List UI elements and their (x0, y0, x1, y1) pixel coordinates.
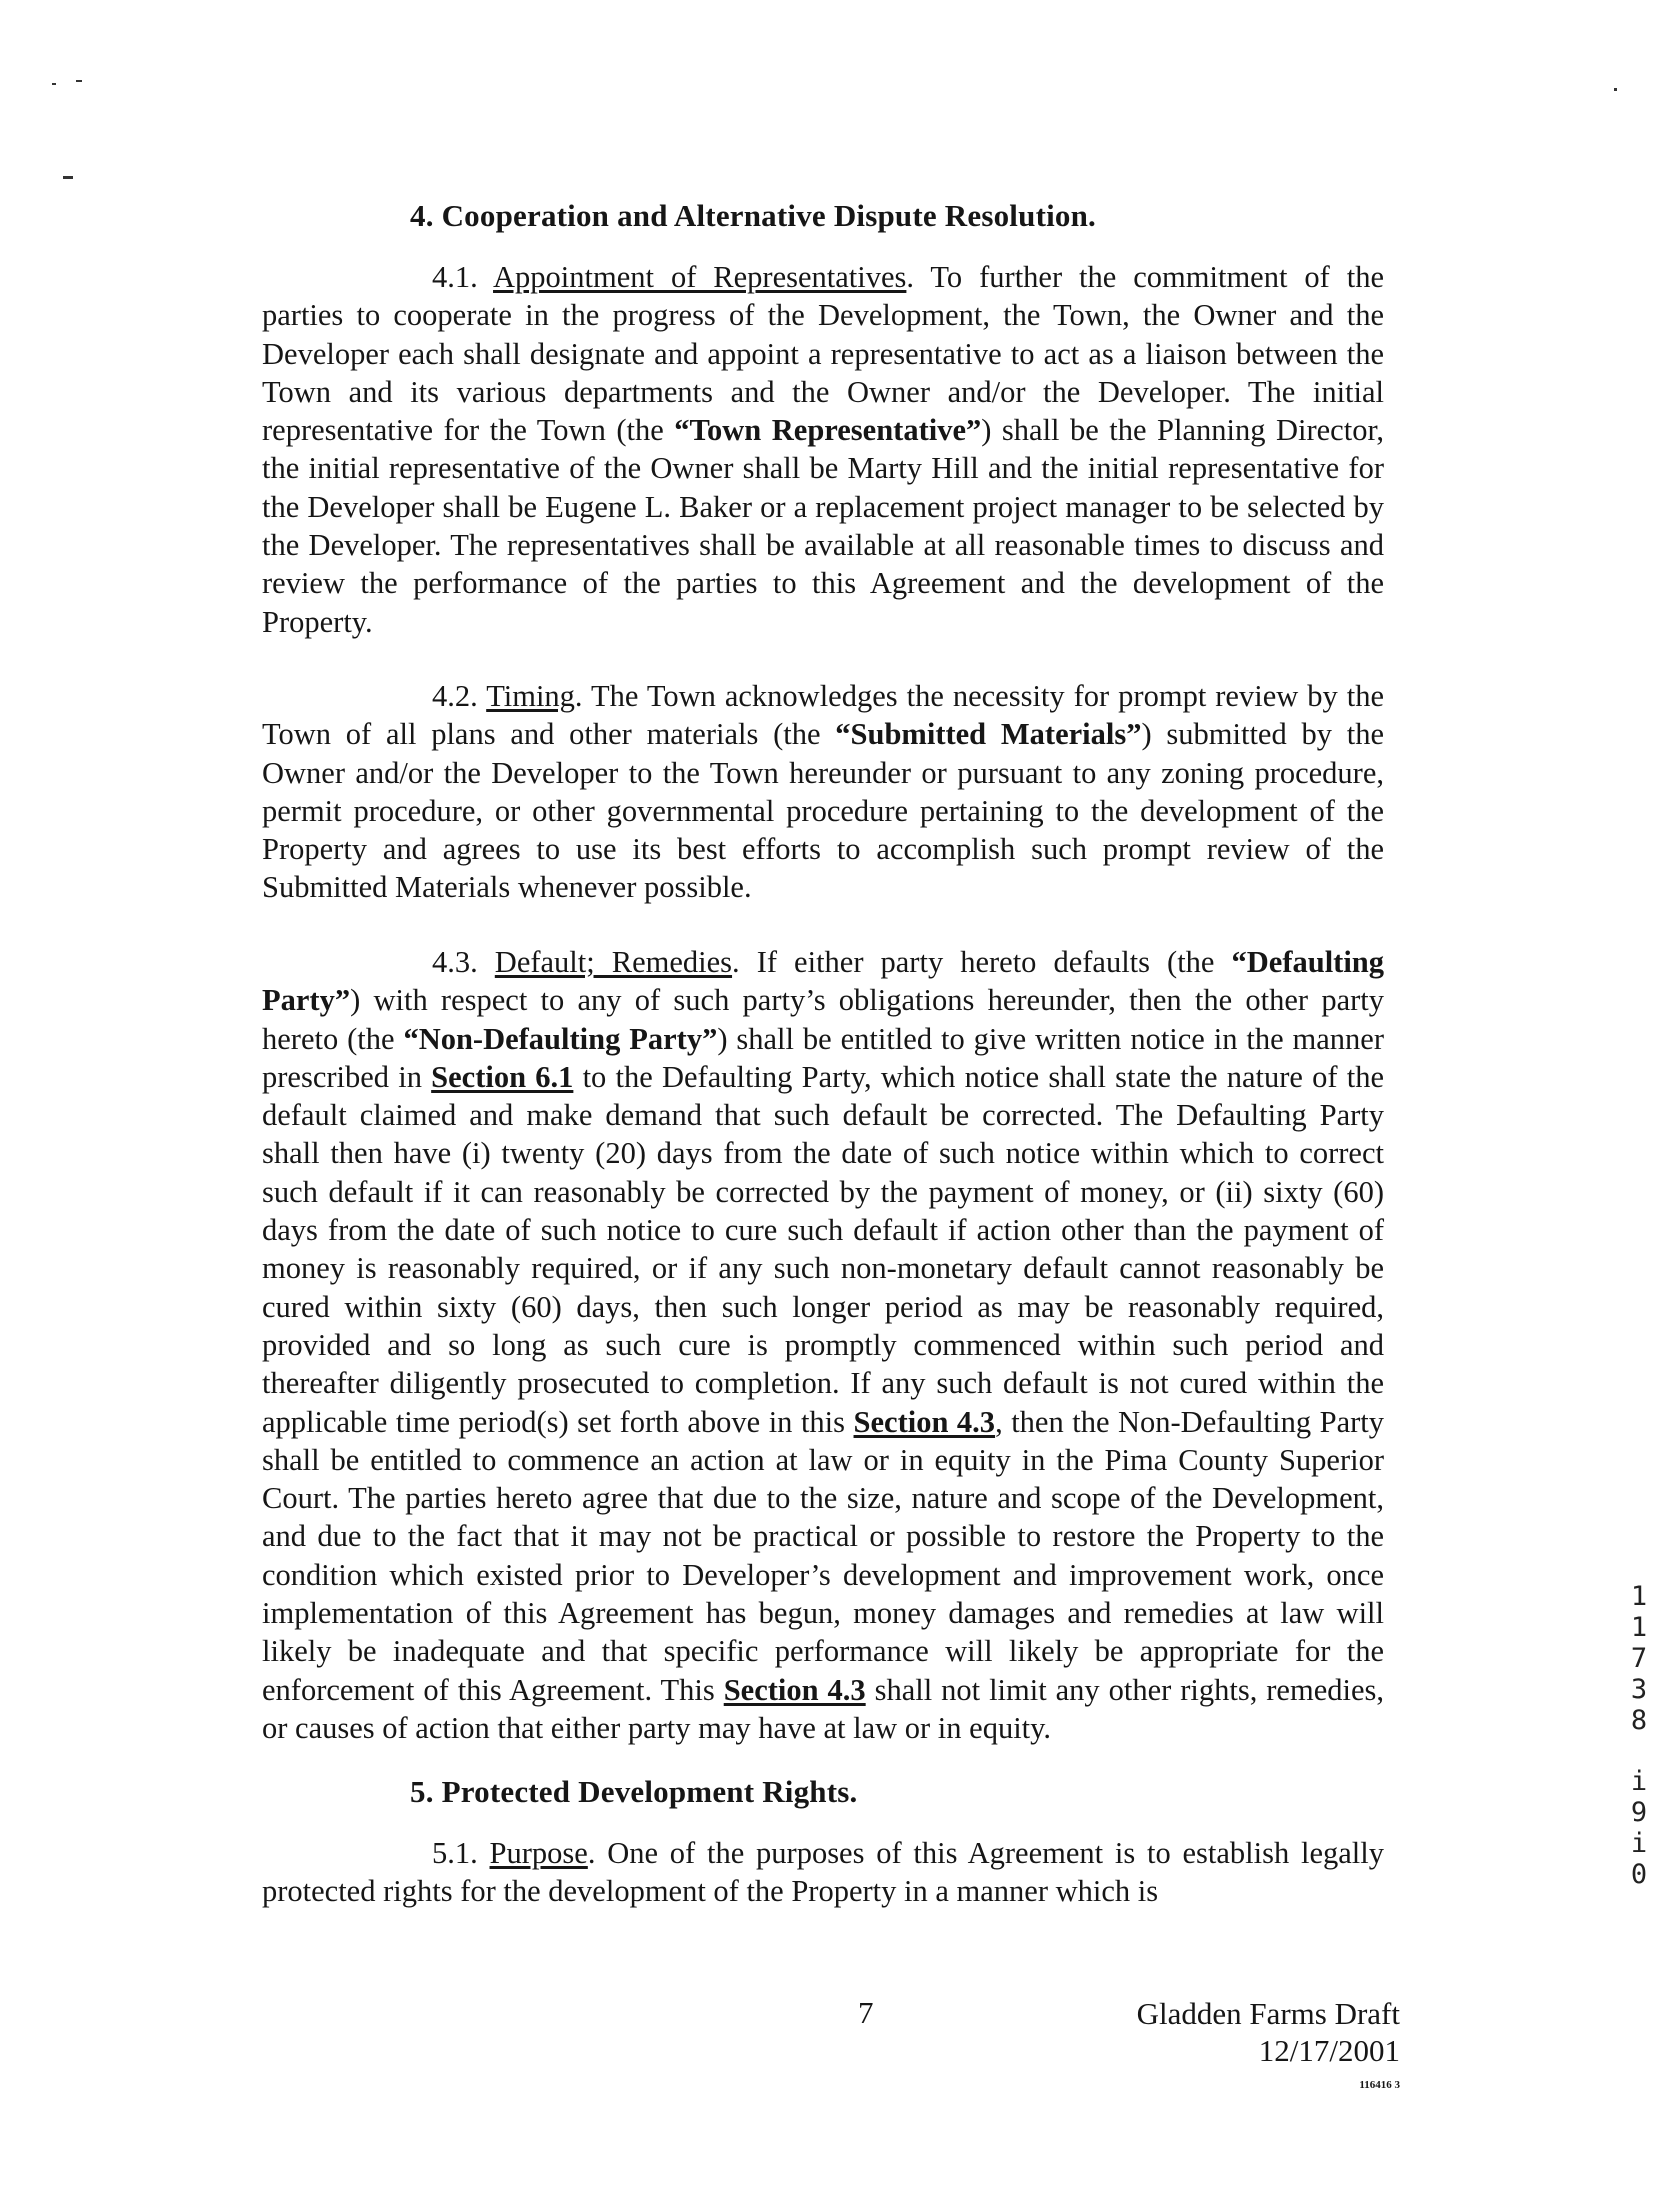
footer-date: 12/17/2001 (1258, 2033, 1400, 2068)
paragraph-number: 5.1. (432, 1836, 478, 1870)
paragraph-number: 4.2. (432, 679, 478, 713)
scan-mark (52, 83, 56, 85)
section-5-heading: 5. Protected Development Rights. (410, 1774, 858, 1809)
scan-mark (63, 176, 73, 179)
paragraph-title: Purpose (489, 1836, 588, 1870)
margin-stamp-group-1: 1 1 7 3 8 (1630, 1581, 1648, 1736)
paragraph-4-1: 4.1. Appointment of Representatives. To further the commitment of the parties to cooperate in the progress of the Development, the Town, the Owner and the Developer each shall designate and appoint a representative to act as a liaison between the Town and its various departments and the Owner and/or the Developer. The initial representative for the Town (the “Town Representative”) shall be the Planning Director, the initial representative of the Owner shall be Marty Hill and the initial representative for the Developer shall be Eugene L. Baker or a replacement project manager to be selected by the Developer. The representatives shall be available at all reasonable times to discuss and review the performance of the parties to this Agreement and the development of the Property. (262, 260, 1385, 639)
defined-term: “Town Representative” (674, 413, 982, 448)
paragraph-4-3: 4.3. Default; Remedies. If either party hereto defaults (the “Defaulting Party”) with respect to any of such party’s obligations hereunder, then the other party hereto (the “Non-Defaulting Party”) shall be entitled to give written notice in the manner prescribed in Section 6.1 to the Defaulting Party, which notice shall state the nature of the default claimed and make demand that such default be corrected. The Defaulting Party shall then have (i) twenty (20) days from the date of such notice within which to correct such default if it can reasonably be corrected by the payment of money, or (ii) sixty (60) days from the date of such notice to cure such default if action other than the payment of money is reasonably required, or if any such non-monetary default cannot reasonably be cured within sixty (60) days, then such longer period as may be reasonably required, provided and so long as such cure is promptly commenced within such period and thereafter diligently prosecuted to completion. If any such default is not cured within the applicable time period(s) set forth above in this Section 4.3, then the Non-Defaulting Party shall be entitled to commence an action at law or in equity in the Pima County Superior Court. The parties hereto agree that due to the size, nature and scope of the Development, and due to the fact that it may not be practical or possible to restore the Property to the condition which existed prior to Developer’s development and improvement work, once implementation of this Agreement has begun, money damages and remedies at law will likely be inadequate and that specific performance will likely be appropriate for the enforcement of this Agreement. This Section 4.3 shall not limit any other rights, remedies, or causes of action that either party may have at law or in equity. (262, 945, 1385, 1745)
paragraph-number: 4.1. (432, 260, 478, 294)
paragraph-title: Appointment of Representatives (493, 260, 907, 294)
paragraph-title: Default; Remedies (494, 945, 733, 979)
page-number: 7 (858, 1995, 874, 2030)
paragraph-4-2: 4.2. Timing. The Town acknowledges the necessity for prompt review by the Town of all plans and other materials (the “Submitted Materials”) submitted by the Owner and/or the Developer to the Town hereunder or pursuant to any zoning procedure, permit procedure, or other governmental procedure pertaining to the development of the Property and agrees to use its best efforts to accomplish such prompt review of the Submitted Materials whenever possible. (262, 679, 1384, 905)
footer-doc-code: 116416 3 (1359, 2079, 1400, 2091)
section-4-heading: 4. Cooperation and Alternative Dispute Resolution. (410, 198, 1096, 233)
section-reference: Section 4.3 (853, 1404, 996, 1439)
footer-doc-info (1120, 1995, 1400, 2069)
paragraph-number: 4.3. (432, 945, 478, 979)
defined-term: “Defaulting Party” (262, 945, 1385, 1018)
scan-mark (1614, 88, 1617, 91)
margin-stamp-group-2: i 9 i 0 (1630, 1766, 1648, 1890)
section-reference: Section 4.3 (723, 1672, 866, 1707)
defined-term: “Submitted Materials” (835, 717, 1142, 752)
section-reference: Section 6.1 (431, 1059, 574, 1094)
scan-mark (76, 80, 82, 82)
footer-doc-title: Gladden Farms Draft (1136, 1996, 1400, 2031)
paragraph-title: Timing (486, 679, 575, 713)
defined-term: “Non-Defaulting Party” (403, 1021, 718, 1056)
paragraph-5-1: 5.1. Purpose. One of the purposes of this Agreement is to establish legally protected rights for the development of the Property in a manner which is (262, 1836, 1384, 1909)
